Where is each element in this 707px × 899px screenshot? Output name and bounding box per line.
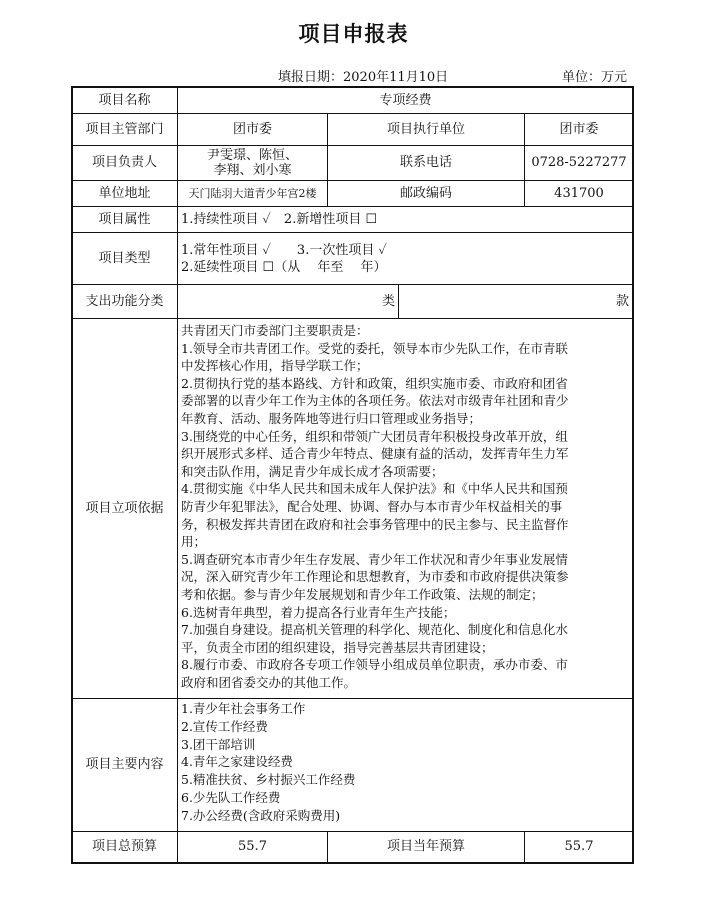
basis-line: 务，积极发挥共青团在政府和社会事务管理中的民主参与、民主监督作	[181, 516, 569, 532]
basis-line: 中发挥核心作用，指导学联工作；	[181, 358, 369, 374]
total-budget-value: 55.7	[238, 839, 267, 854]
executing-unit-label: 项目执行单位	[386, 121, 465, 137]
basis-line: 政府和团省委交办的其他工作。	[181, 674, 357, 690]
basis-line: 织开展形式多样、适合青少年特点、健康有益的活动，发挥青年生力军	[181, 446, 569, 462]
address-value: 天门陆羽大道青少年宫2楼	[188, 186, 317, 200]
basis-line: 年教育、活动、服务阵地等进行归口管理或业务指导；	[181, 410, 482, 426]
expenditure-class-label: 支出功能分类	[85, 293, 164, 309]
content-item: 6.少先队工作经费	[181, 789, 281, 805]
executing-unit-value: 团市委	[559, 121, 599, 137]
project-basis-text	[181, 322, 632, 696]
project-type-line-1: 1.常年性项目 ✓ 3.一次性项目 ✓	[181, 242, 387, 258]
basis-line: 和突击队作用，满足青少年成长成才各项需要；	[181, 463, 444, 479]
content-item: 5.精准扶贫、乡村振兴工作经费	[181, 772, 356, 788]
basis-line: 用；	[181, 534, 207, 550]
unit-label: 单位：万元	[562, 70, 628, 85]
basis-line: 考和依据。参与青少年发展规划和青少年工作政策、法规的制定；	[181, 586, 544, 602]
project-basis-label: 项目立项依据	[85, 500, 164, 516]
expenditure-class-item: 款	[615, 293, 629, 309]
fill-date: 填报日期：2020年11月10日	[278, 70, 449, 85]
basis-line: 4.贯彻实施《中华人民共和国未成年人保护法》和《中华人民共和国预	[181, 481, 568, 497]
project-leader-value	[178, 146, 327, 180]
annual-budget-label: 项目当年预算	[386, 839, 465, 854]
basis-line: 8.履行市委、市政府各专项工作领导小组成员单位职责，承办市委、市	[181, 657, 568, 673]
project-name-label: 项目名称	[98, 92, 151, 108]
basis-line: 平，负责全市团的组织建设，指导完善基层共青团建设；	[181, 639, 494, 655]
project-type-value	[181, 233, 631, 284]
content-item: 1.青少年社会事务工作	[181, 701, 306, 716]
phone-value: 0728-5227277	[531, 155, 627, 170]
expenditure-class-category: 类	[381, 293, 395, 309]
basis-line: 1.领导全市共青团工作。受党的委托，领导本市少先队工作，在市青联	[181, 340, 568, 356]
main-content-list	[181, 700, 632, 830]
basis-line: 2.贯彻执行党的基本路线、方针和政策，组织实施市委、市政府和团省	[181, 375, 568, 391]
basis-line: 7.加强自身建设。提高机关管理的科学化、规范化、制度化和信息化水	[181, 622, 568, 638]
basis-line: 防青少年犯罪法》，配合处理、协调、督办与本市青少年权益相关的事	[181, 498, 563, 514]
content-item: 2.宣传工作经费	[181, 718, 268, 734]
basis-line: 况，深入研究青少年工作理论和思想教育，为市委和市政府提供决策参	[181, 569, 569, 585]
basis-line: 6.选树青年典型，着力提高各行业青年生产技能；	[181, 604, 456, 620]
basis-line: 3.围绕党的中心任务，组织和带领广大团员青年积极投身改革开放，组	[181, 428, 568, 444]
postal-code-value: 431700	[554, 185, 604, 201]
project-attribute-value: 1.持续性项目 ✓ 2.新增性项目 ☐	[181, 211, 378, 227]
content-item: 7.办公经费(含政府采购费用)	[181, 807, 341, 823]
supervising-dept-value: 团市委	[232, 121, 272, 137]
phone-label: 联系电话	[399, 155, 452, 170]
annual-budget-value: 55.7	[564, 839, 594, 854]
project-type-label: 项目类型	[98, 250, 151, 266]
total-budget-label: 项目总预算	[91, 839, 157, 854]
address-label: 单位地址	[98, 185, 151, 201]
project-type-line-2: 2.延续性项目 ☐（从 年至 年）	[181, 259, 387, 275]
content-item: 3.团干部培训	[181, 736, 256, 752]
basis-line: 委部署的以青少年工作为主体的各项任务。依法对市级青年社团和青少	[181, 393, 569, 409]
basis-line: 5.调查研究本市青少年生存发展、青少年工作状况和青少年事业发展情	[181, 551, 568, 567]
main-content-label: 项目主要内容	[85, 757, 164, 772]
postal-code-label: 邮政编码	[399, 185, 452, 201]
supervising-dept-label: 项目主管部门	[85, 121, 164, 137]
project-leader-label: 项目负责人	[91, 155, 157, 170]
content-item: 4.青年之家建设经费	[181, 754, 293, 770]
page-title: 项目申报表	[298, 21, 409, 46]
project-name-value: 专项经费	[379, 92, 432, 108]
project-leader-line-1: 尹雯璟、陈恒、	[206, 148, 298, 163]
project-leader-line-2: 李翔、刘小寒	[213, 163, 292, 178]
project-attribute-label: 项目属性	[98, 211, 151, 227]
basis-line: 共青团天门市委部门主要职责是：	[181, 323, 369, 338]
